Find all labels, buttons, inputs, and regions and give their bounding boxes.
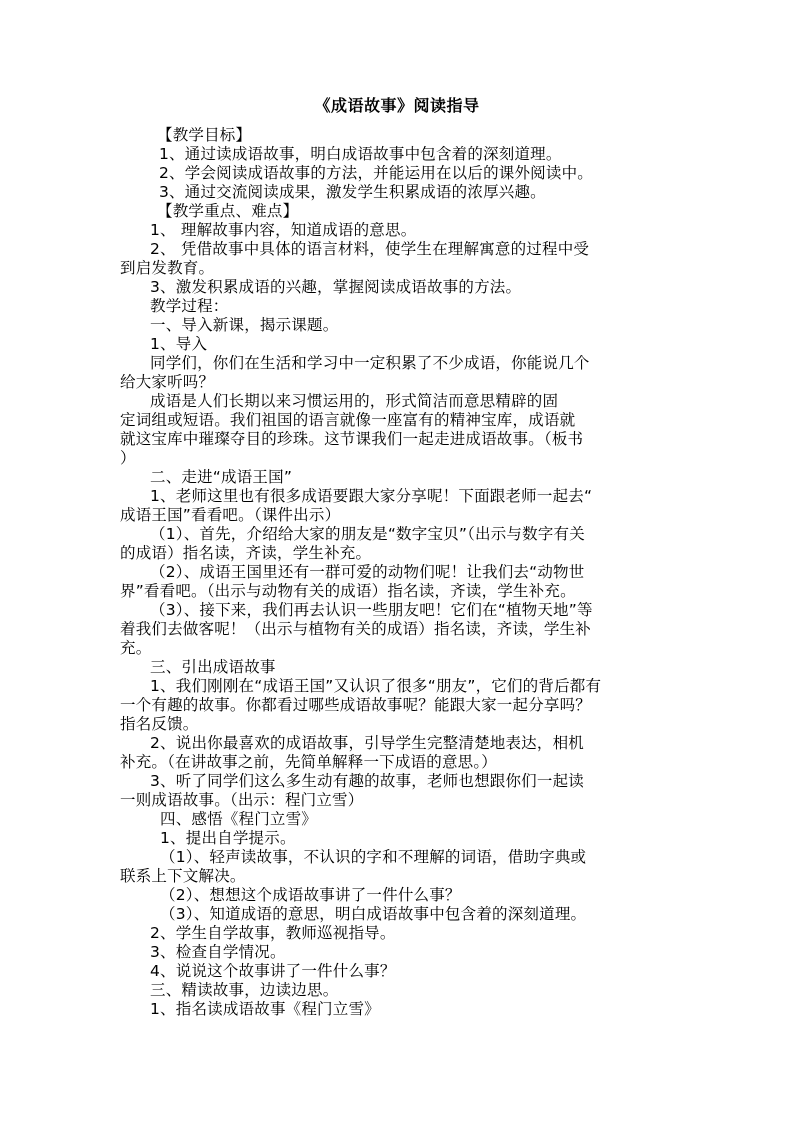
- text-line: 1、 理解故事内容，知道成语的意思。: [150, 221, 417, 239]
- text-line: 指名反馈。: [120, 715, 199, 733]
- text-line: 成语王国”看看吧。（课件出示）: [120, 506, 341, 524]
- section-heading: 三、引出成语故事: [150, 658, 276, 676]
- text-line: 1、我们刚刚在“成语王国”又认识了很多“朋友”，它们的背后都有: [150, 677, 602, 695]
- text-line: 1、导入: [150, 335, 208, 353]
- text-line: （2）、成语王国里还有一群可爱的动物们呢！让我们去“动物世: [150, 563, 585, 581]
- text-line: 着我们去做客呢！（出示与植物有关的成语）指名读，齐读，学生补: [120, 620, 592, 638]
- document-title: 《成语故事》阅读指导: [314, 96, 480, 115]
- text-line: 3、激发积累成语的兴趣，掌握阅读成语故事的方法。: [150, 278, 522, 296]
- text-line: 成语是人们长期以来习惯运用的，形式简洁而意思精辟的固: [150, 392, 559, 410]
- text-line: 2、说出你最喜欢的成语故事，引导学生完整清楚地表达，相机: [150, 734, 584, 752]
- section-heading: 四、感悟《程门立雪》: [160, 810, 318, 828]
- text-line: 给大家听吗？: [120, 373, 215, 391]
- text-line: （1）、首先，介绍给大家的朋友是“数字宝贝”（出示与数字有关: [150, 525, 585, 543]
- text-line: 3、检查自学情况。: [150, 943, 286, 961]
- text-line: 定词组或短语。我们祖国的语言就像一座富有的精神宝库，成语就: [120, 411, 576, 429]
- section-heading-keypoints: 【教学重点、难点】: [157, 202, 299, 220]
- text-line: 充。: [120, 639, 152, 657]
- section-heading: 三、精读故事，边读边思。: [150, 981, 339, 999]
- text-line: 1、提出自学提示。: [160, 829, 296, 847]
- section-heading: 二、走进“成语王国”: [150, 468, 293, 486]
- section-heading-process: 教学过程：: [150, 297, 229, 315]
- text-line: 到启发教育。: [120, 259, 215, 277]
- text-line: 1、指名读成语故事《程门立雪》: [150, 1000, 380, 1018]
- text-line: 的成语）指名读，齐读，学生补充。: [120, 544, 372, 562]
- text-line: 就这宝库中璀璨夺目的珍珠。这节课我们一起走进成语故事。（板书: [120, 430, 584, 448]
- text-line: 界”看看吧。（出示与动物有关的成语）指名读，齐读，学生补充。: [120, 582, 576, 600]
- text-line: 一、导入新课，揭示课题。: [150, 316, 339, 334]
- text-line: （1）、轻声读故事，不认识的字和不理解的词语，借助字典或: [160, 848, 587, 866]
- text-line: 补充。（在讲故事之前，先简单解释一下成语的意思。）: [120, 753, 498, 771]
- text-line: 3、通过交流阅读成果，激发学生积累成语的浓厚兴趣。: [159, 183, 546, 201]
- text-line: 2、学会阅读成语故事的方法，并能运用在以后的课外阅读中。: [159, 164, 593, 182]
- text-line: （3）、知道成语的意思，明白成语故事中包含着的深刻道理。: [160, 905, 587, 923]
- text-line: 2、 凭借故事中具体的语言材料，使学生在理解寓意的过程中受: [150, 240, 590, 258]
- text-line: ）: [120, 449, 136, 467]
- text-line: 联系上下文解决。: [120, 867, 246, 885]
- text-line: 2、学生自学故事，教师巡视指导。: [150, 924, 396, 942]
- text-line: （3）、接下来，我们再去认识一些朋友吧！它们在“植物天地”等: [150, 601, 593, 619]
- text-line: 1、通过读成语故事，明白成语故事中包含着的深刻道理。: [159, 145, 562, 163]
- text-line: 同学们，你们在生活和学习中一定积累了不少成语，你能说几个: [150, 354, 590, 372]
- text-line: 3、听了同学们这么多生动有趣的故事，老师也想跟你们一起读: [150, 772, 584, 790]
- text-line: （2）、想想这个成语故事讲了一件什么事？: [160, 886, 461, 904]
- text-line: 一个有趣的故事。你都看过哪些成语故事呢？能跟大家一起分享吗？: [120, 696, 592, 714]
- text-line: 4、说说这个故事讲了一件什么事？: [150, 962, 396, 980]
- section-heading-objectives: 【教学目标】: [157, 126, 252, 144]
- text-line: 1、老师这里也有很多成语要跟大家分享呢！下面跟老师一起去“: [150, 487, 593, 505]
- text-line: 一则成语故事。（出示：程门立雪）: [120, 791, 364, 809]
